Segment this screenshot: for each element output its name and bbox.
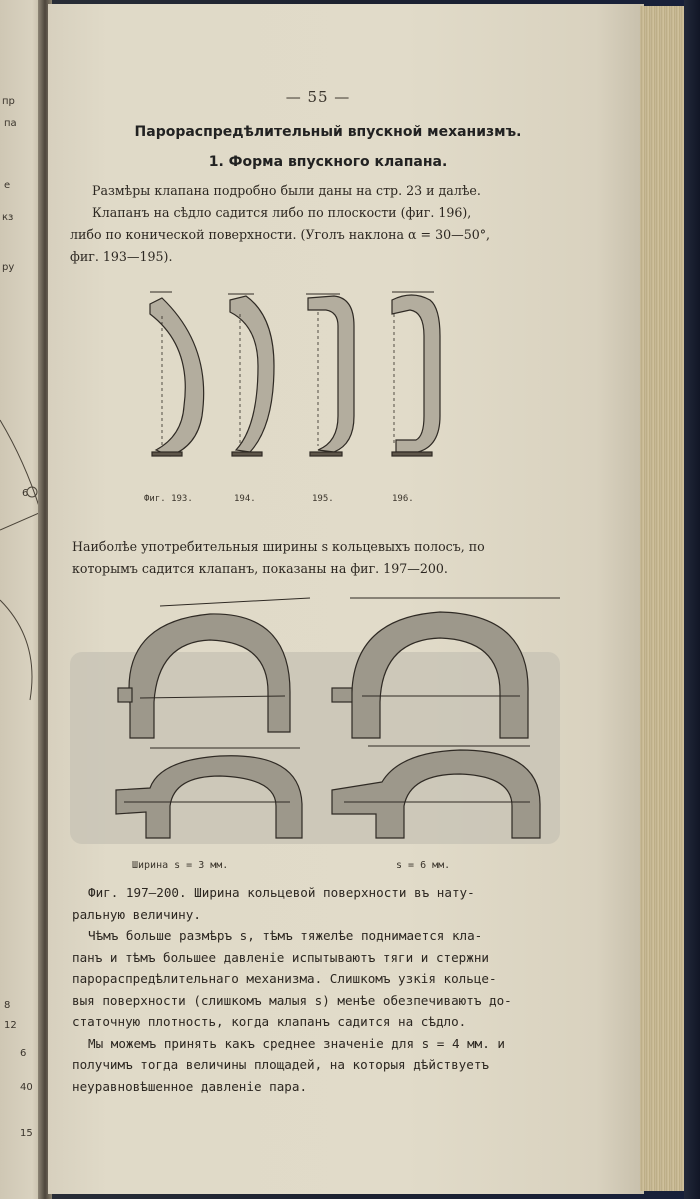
valve-figures-197-200 xyxy=(100,592,570,842)
width-label-6mm: s = 6 мм. xyxy=(396,860,451,871)
text-line: получимъ тогда величины площадей, на которыя дѣйствуетъ xyxy=(72,1057,490,1072)
left-fragment: е xyxy=(4,180,11,191)
figure-198 xyxy=(332,598,560,738)
figure-193 xyxy=(150,292,204,456)
text-line: неуравновѣшенное давленіе пара. xyxy=(72,1078,308,1094)
text-line: фиг. 193—195). xyxy=(70,249,173,264)
text-line: Размѣры клапана подробно были даны на стр. 23 и далѣе. xyxy=(92,183,481,198)
text-line: статочную плотность, когда клапанъ садится на сѣдло. xyxy=(72,1014,467,1029)
figure-197 xyxy=(118,598,310,738)
left-fragment: пр xyxy=(2,96,15,107)
text-line: панъ и тѣмъ большее давленіе испытываютъ тяги и стержни xyxy=(72,949,490,965)
figure-195 xyxy=(306,294,354,456)
text-line: Фиг. 197—200. Ширина кольцевой поверхности въ нату- xyxy=(88,885,475,900)
subsection-title: 1. Форма впускного клапана. xyxy=(208,154,448,170)
left-fragment: 6 xyxy=(22,488,29,499)
text-line: которымъ садится клапанъ, показаны на фиг. 197—200. xyxy=(72,561,448,576)
page-edges xyxy=(640,6,684,1191)
text-line: либо по конической поверхности. (Уголъ наклона α = 30—50°, xyxy=(70,227,491,242)
text-line: ральную величину. xyxy=(72,906,201,922)
text-line: Наиболѣе употребительныя ширины s кольцевыхъ полосъ, по xyxy=(72,539,485,554)
left-fragment: ру xyxy=(2,262,15,273)
body-paragraph xyxy=(72,882,592,1097)
text-line: Чѣмъ больше размѣръ s, тѣмъ тяжелѣе поднимается кла- xyxy=(88,928,483,943)
figure-label-194: 194. xyxy=(234,494,256,504)
page-number: — 55 — xyxy=(285,88,351,106)
text-line: Мы можемъ принять какъ среднее значеніе для s = 4 мм. и xyxy=(88,1035,506,1051)
left-fragment: 6 xyxy=(20,1048,27,1059)
left-fragment: па xyxy=(4,118,17,129)
left-fragment: 8 xyxy=(4,1000,11,1011)
figure-label-193: Фиг. 193. xyxy=(144,494,193,504)
figure-label-196: 196. xyxy=(392,494,414,504)
text-line: парораспредѣлительнаго механизма. Слишкомъ узкія кольце- xyxy=(72,971,497,986)
left-fragment: 15 xyxy=(20,1128,33,1139)
figure-label-195: 195. xyxy=(312,494,334,504)
widths-paragraph xyxy=(72,536,592,580)
valve-figures-193-196 xyxy=(142,286,472,471)
figure-194 xyxy=(228,294,274,456)
figure-199 xyxy=(116,748,302,838)
left-fragment: 40 xyxy=(20,1082,33,1093)
width-label-3mm: Ширина s = 3 мм. xyxy=(132,860,229,871)
left-fragment: кз xyxy=(2,212,14,223)
section-title: Парораспредѣлительный впускной механизмъ. xyxy=(134,124,522,140)
intro-paragraph xyxy=(70,180,590,268)
text-line: Клапанъ на сѣдло садится либо по плоскости (фиг. 196), xyxy=(92,205,472,220)
figure-196 xyxy=(392,292,440,456)
book-cover xyxy=(684,0,700,1199)
left-fragment: 12 xyxy=(4,1020,17,1031)
text-line: выя поверхности (слишкомъ малыя s) менѣе обезпечиваютъ до- xyxy=(72,992,512,1008)
book-page xyxy=(48,4,644,1194)
figure-200 xyxy=(332,746,540,838)
